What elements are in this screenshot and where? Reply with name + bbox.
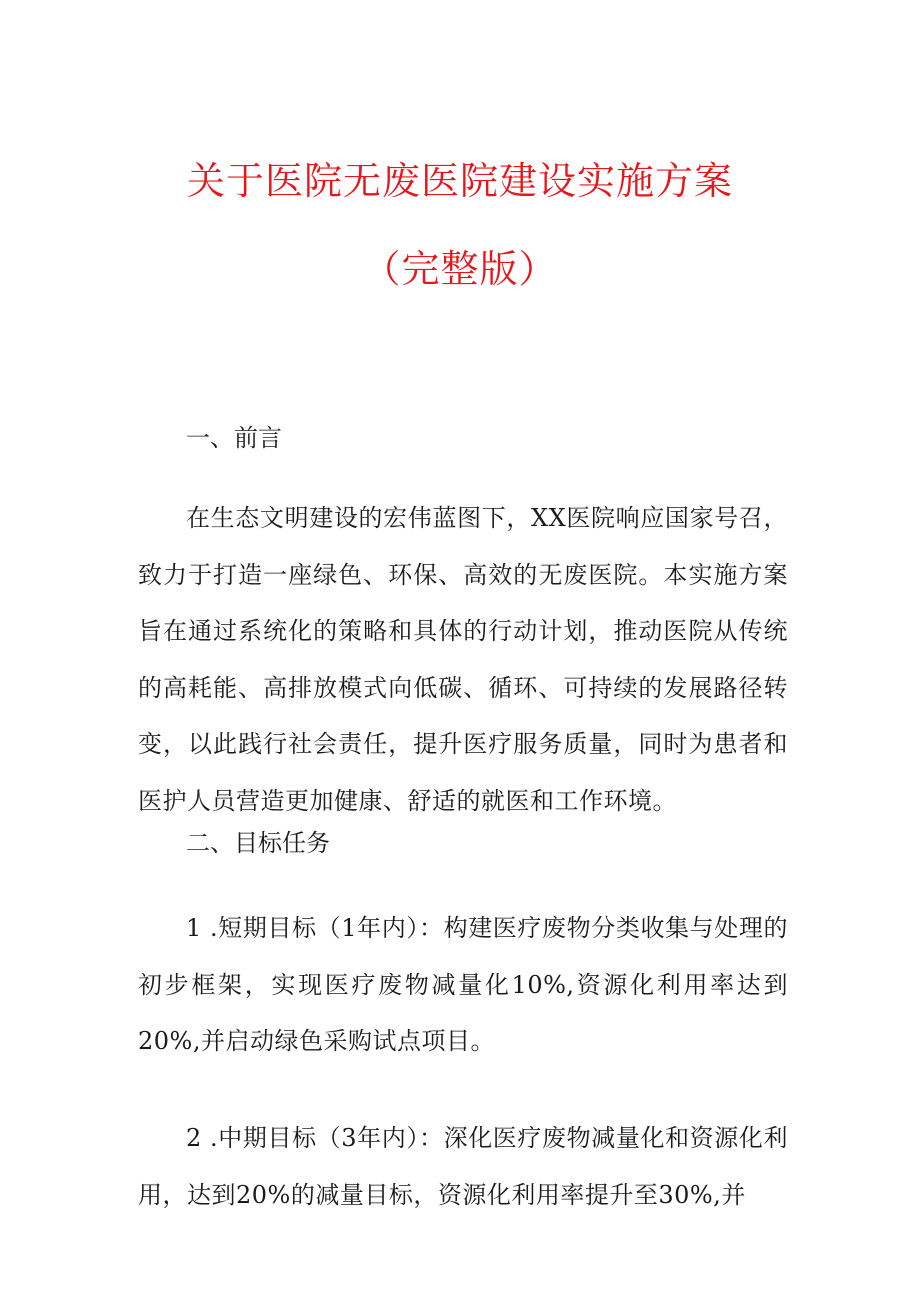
mid-term-goal-paragraph: 2 .中期目标（3年内）：深化医疗废物减量化和资源化利用，达到20%的减量目标，资源化利用率提升至30%,并 bbox=[138, 1124, 788, 1209]
document-title: 关于医院无废医院建设实施方案 bbox=[186, 159, 733, 203]
document-subtitle: （完整版） bbox=[362, 247, 558, 291]
short-term-goal-paragraph: 1 .短期目标（1年内）：构建医疗废物分类收集与处理的初步框架，实现医疗废物减量化10%,资源化利用率达到20%,并启动绿色采购试点项目。 bbox=[138, 914, 788, 1055]
preface-paragraph: 在生态文明建设的宏伟蓝图下，XX医院响应国家号召，致力于打造一座绿色、环保、高效的无废医院。本实施方案旨在通过系统化的策略和具体的行动计划，推动医院从传统的高耗能、高排放模式向低碳、循环、可持续的发展路径转变，以此践行社会责任，提升医疗服务质量，同时为患者和医护人员营造更加健康、舒适的就医和工作环境。 bbox=[138, 504, 788, 815]
section-heading-goals: 二、目标任务 bbox=[186, 829, 330, 857]
section-heading-preface: 一、前言 bbox=[186, 424, 282, 452]
